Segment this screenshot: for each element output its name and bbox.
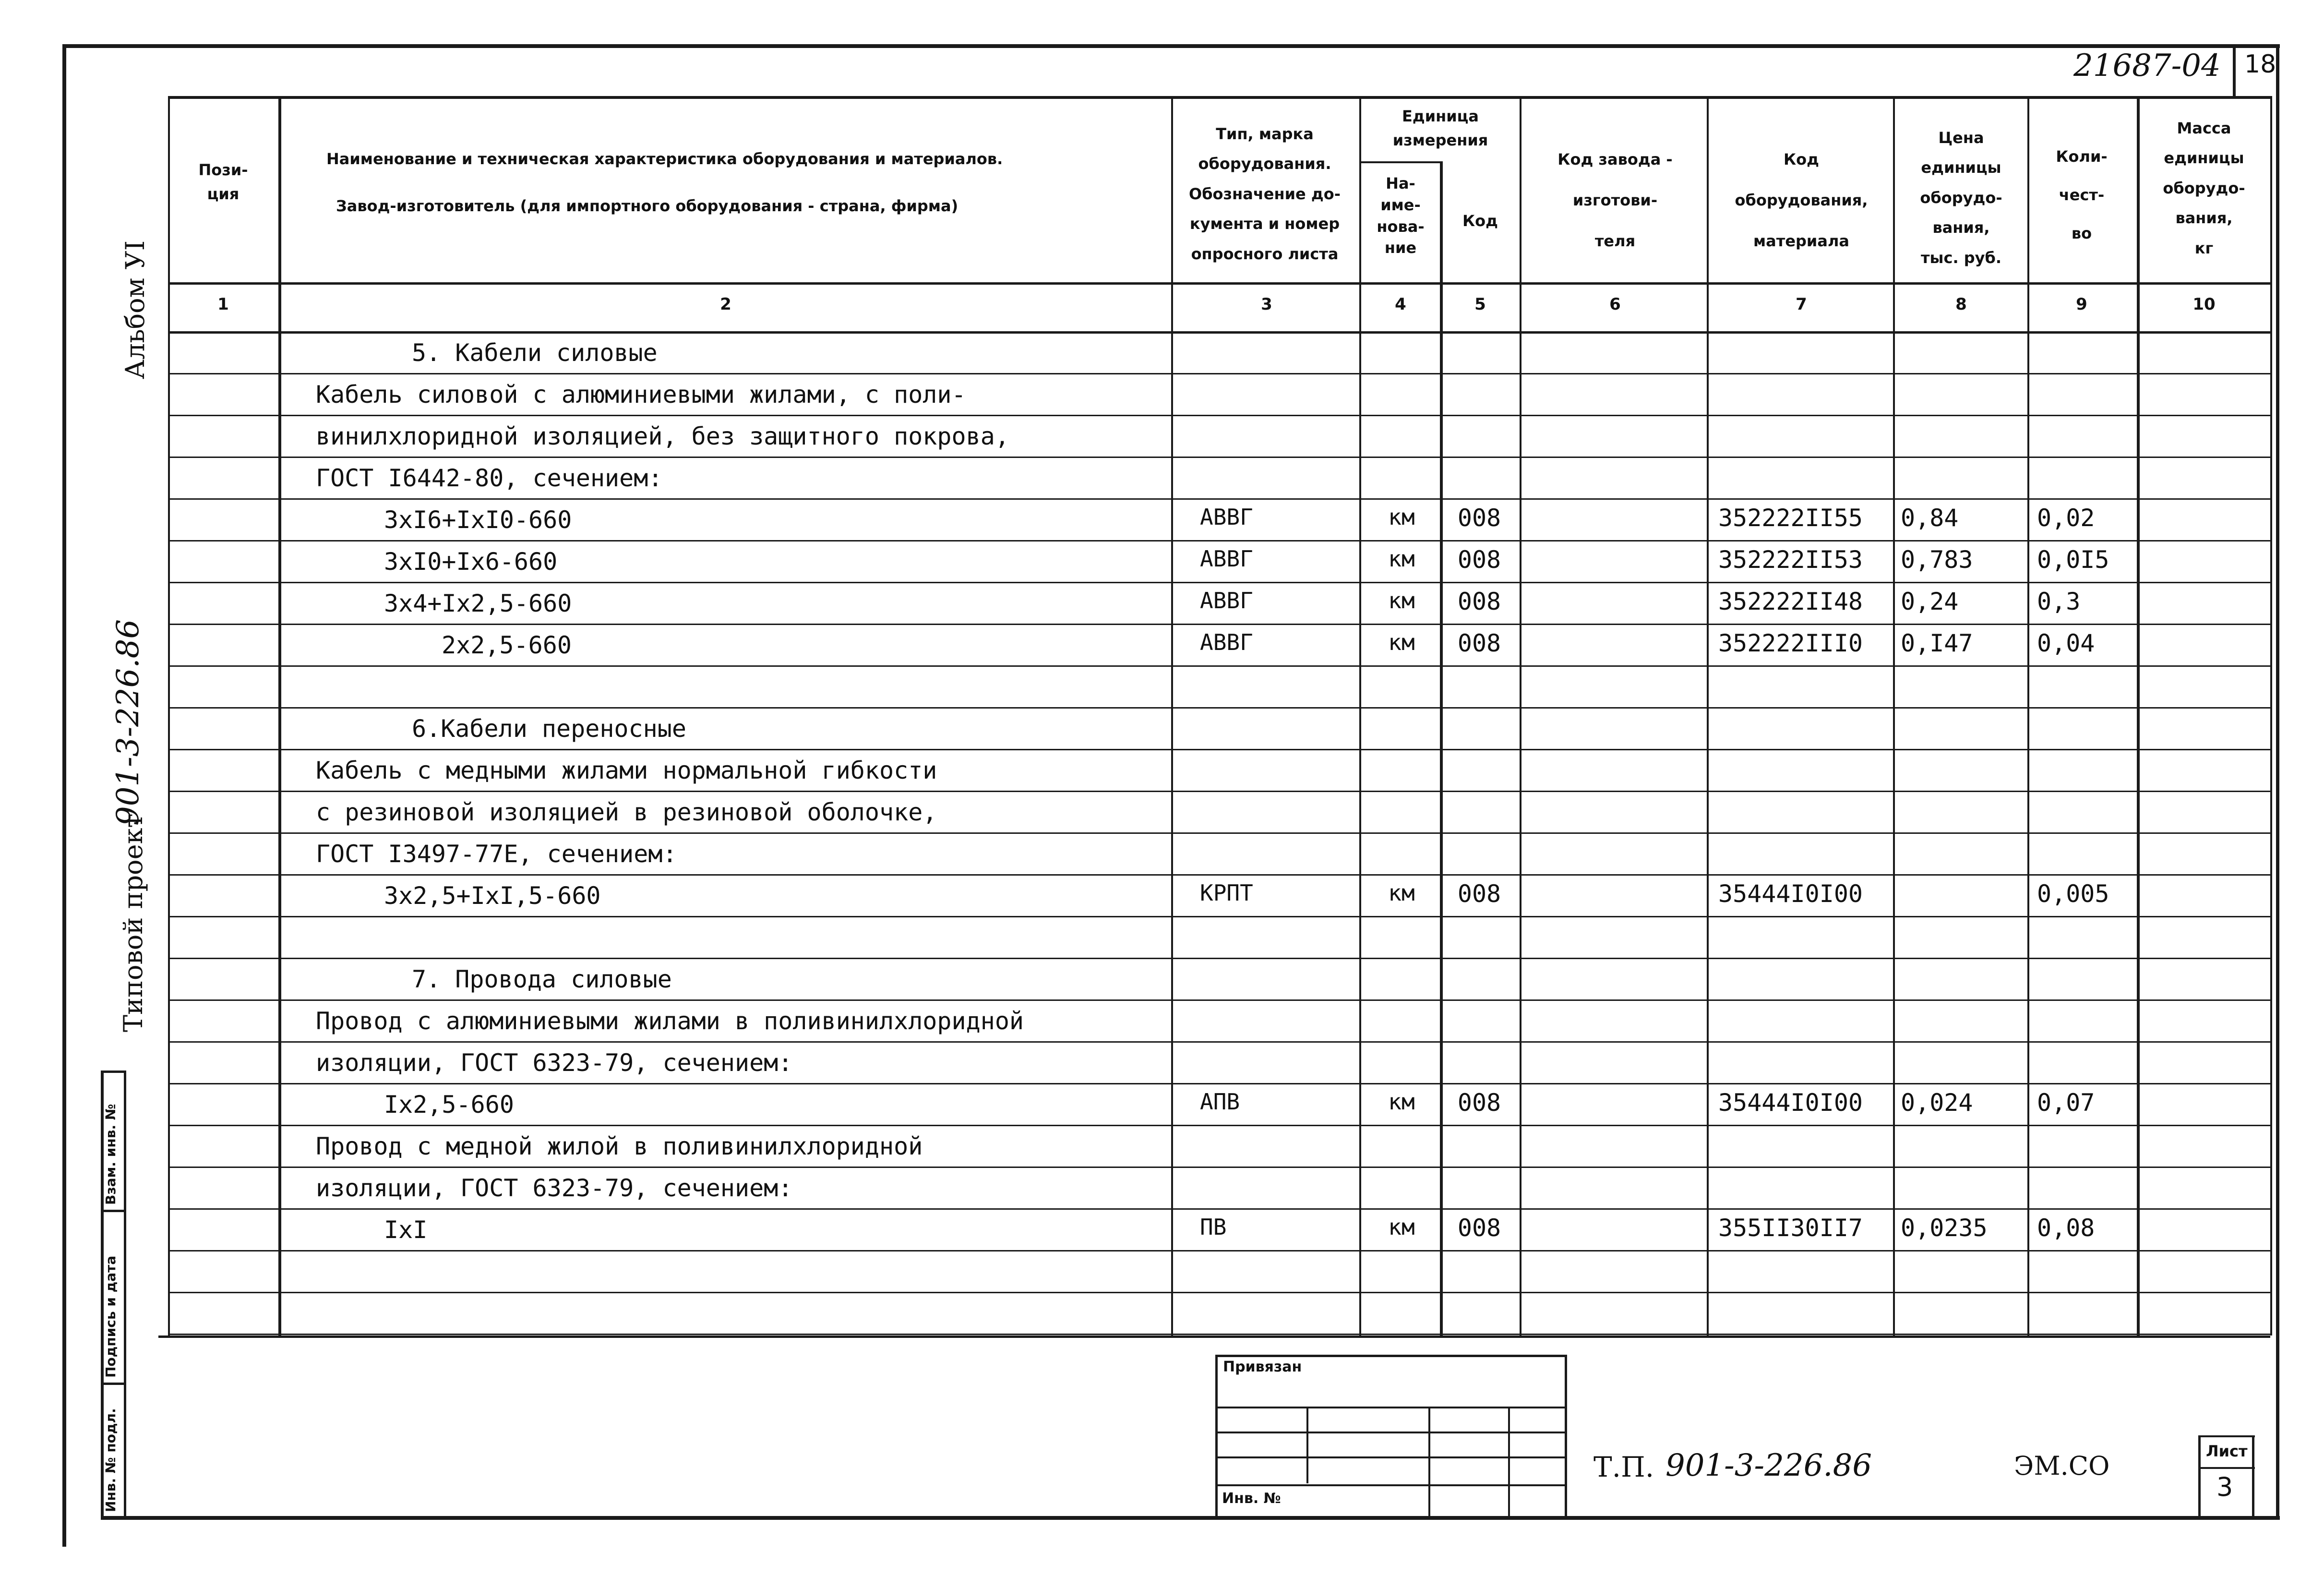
- column-line: [2137, 96, 2140, 1335]
- unit-cell: км: [1388, 1089, 1415, 1115]
- row-line: [168, 916, 2270, 917]
- quantity-cell: 0,02: [2037, 504, 2095, 532]
- column-line: [1707, 96, 1709, 1335]
- type-cell: АВВГ: [1200, 546, 1253, 572]
- unit-code-cell: 008: [1457, 588, 1501, 615]
- inventory-number: 21687-04: [2073, 48, 2221, 84]
- stamp-divider: [101, 1383, 126, 1385]
- row-line: [168, 1334, 2270, 1335]
- column-line: [1520, 96, 1521, 1335]
- header-quantity: [2029, 137, 2134, 253]
- header-text: нова-: [1377, 217, 1425, 236]
- row-line: [168, 749, 2270, 750]
- column-number: 9: [2076, 295, 2087, 314]
- column-number: 1: [217, 295, 229, 314]
- project-number: 901-3-226.86: [1665, 1448, 1872, 1483]
- price-cell: 0,84: [1901, 504, 1959, 532]
- project-prefix: Т.П.: [1593, 1451, 1654, 1483]
- header-type: [1171, 119, 1358, 269]
- table-top-line: [168, 96, 2270, 99]
- header-text: во: [2071, 224, 2092, 242]
- name-cell: Кабель силовой с алюминиевыми жилами, с поли-: [316, 381, 966, 409]
- type-cell: АВВГ: [1200, 504, 1253, 530]
- name-cell: IхI: [384, 1216, 428, 1244]
- name-cell: Провод с алюминиевыми жилами в поливинилхлоридной: [316, 1007, 1024, 1035]
- stamp-divider: [101, 1210, 126, 1212]
- name-cell: 3х2,5+IхI,5-660: [384, 882, 601, 910]
- name-cell: винилхлоридной изоляцией, без защитного покрова,: [316, 422, 1009, 450]
- price-cell: 0,783: [1901, 546, 1973, 574]
- type-cell: ПВ: [1200, 1214, 1227, 1240]
- title-block-line: [1215, 1407, 1567, 1408]
- header-text: единицы: [2164, 149, 2244, 168]
- name-cell: ГОСТ I3497-77Е, сечением:: [316, 840, 677, 868]
- name-cell: 3хI0+Iх6-660: [384, 548, 558, 576]
- header-text: чест-: [2059, 186, 2105, 204]
- unit-cell: км: [1388, 504, 1415, 530]
- equipment-code-cell: 355II30II7: [1718, 1214, 1863, 1242]
- sheet-label: Лист: [2206, 1442, 2248, 1460]
- corner-box-line: [2233, 44, 2236, 97]
- row-line: [168, 1167, 2270, 1168]
- row-line: [168, 999, 2270, 1001]
- title-block-line: [1306, 1407, 1308, 1483]
- header-text: На-: [1386, 174, 1415, 192]
- header-text: оборудо-: [2163, 179, 2245, 197]
- name-cell: Кабель с медными жилами нормальной гибкости: [316, 757, 937, 784]
- header-position: [168, 158, 278, 206]
- header-equipment-code: [1709, 139, 1894, 261]
- equipment-code-cell: 352222II48: [1718, 588, 1863, 615]
- sheet-box-line: [2198, 1467, 2255, 1469]
- header-text: кг: [2194, 239, 2214, 257]
- row-line: [168, 1208, 2270, 1210]
- row-line: [168, 624, 2270, 625]
- frame-left-line: [62, 44, 66, 1547]
- row-line: [168, 832, 2270, 834]
- unit-cell: км: [1388, 588, 1415, 614]
- document-code: ЭМ.СО: [2014, 1451, 2110, 1481]
- row-line: [168, 1083, 2270, 1084]
- header-name-line2: Завод-изготовитель (для импортного оборудования - страна, фирма): [336, 197, 958, 215]
- column-number: 2: [720, 295, 731, 314]
- column-number: 8: [1955, 295, 1967, 314]
- header-text: ция: [207, 184, 240, 203]
- title-block-line: [1215, 1432, 1567, 1433]
- title-block-line: [1428, 1407, 1430, 1517]
- name-cell: Iх2,5-660: [384, 1091, 514, 1119]
- header-text: Тип, марка: [1216, 125, 1314, 143]
- equipment-code-cell: 352222III0: [1718, 629, 1863, 657]
- bound-label: Привязан: [1223, 1359, 1302, 1375]
- header-unit-code: Код: [1462, 212, 1498, 230]
- stamp-cell-label: Взам. инв. №: [103, 1104, 119, 1205]
- header-text: оборудования.: [1198, 155, 1331, 173]
- header-unit-group: [1361, 105, 1520, 152]
- header-text: тыс. руб.: [1920, 248, 2001, 267]
- equipment-code-cell: 35444I0I00: [1718, 1089, 1863, 1117]
- header-mass: [2139, 113, 2269, 263]
- name-cell: 3х4+Iх2,5-660: [384, 589, 572, 617]
- column-line: [1440, 161, 1443, 1335]
- row-line: [168, 498, 2270, 500]
- header-text: Код: [1784, 150, 1819, 168]
- unit-code-cell: 008: [1457, 1089, 1501, 1117]
- unit-cell: км: [1388, 880, 1415, 906]
- stamp-mid-line: [124, 1071, 126, 1520]
- quantity-cell: 0,0I5: [2037, 546, 2109, 574]
- price-cell: 0,0235: [1901, 1214, 1988, 1242]
- type-cell: АВВГ: [1200, 588, 1253, 614]
- row-line: [168, 1041, 2270, 1043]
- name-cell: 5. Кабели силовые: [412, 339, 658, 367]
- unit-cell: км: [1388, 1214, 1415, 1240]
- header-text: опросного листа: [1191, 244, 1339, 263]
- sheet-box-line: [2252, 1435, 2254, 1517]
- header-factory-code: [1521, 139, 1709, 261]
- project-label: Типовой проект: [118, 813, 148, 1032]
- quantity-cell: 0,04: [2037, 629, 2095, 657]
- name-cell: 2х2,5-660: [442, 631, 572, 659]
- header-text: оборудования,: [1735, 191, 1868, 209]
- header-text: измерения: [1392, 131, 1488, 149]
- column-line: [1893, 96, 1895, 1335]
- header-text: оборудо-: [1920, 188, 2002, 207]
- header-unit-name: [1361, 173, 1440, 259]
- column-line: [278, 96, 281, 1335]
- row-line: [168, 874, 2270, 876]
- inventory-label: Инв. №: [1222, 1490, 1281, 1507]
- row-line: [168, 582, 2270, 583]
- header-text: Единица: [1402, 107, 1479, 125]
- header-text: единицы: [1921, 158, 2001, 177]
- page-number: 18: [2244, 50, 2276, 79]
- sheet-number: 3: [2216, 1472, 2233, 1502]
- header-bottom-line: [168, 282, 2270, 285]
- row-line: [168, 373, 2270, 374]
- header-name-line1: Наименование и техническая характеристика оборудования и материалов.: [326, 150, 1003, 168]
- equipment-code-cell: 352222II53: [1718, 546, 1863, 574]
- name-cell: 7. Провода силовые: [412, 965, 672, 993]
- row-line: [168, 707, 2270, 709]
- project-number-handwritten: 901-3-226.86: [110, 619, 146, 826]
- quantity-cell: 0,005: [2037, 880, 2109, 908]
- quantity-cell: 0,07: [2037, 1089, 2095, 1117]
- sheet-box-line: [2198, 1435, 2201, 1517]
- frame-bottom-line: [101, 1516, 2280, 1520]
- header-price: [1895, 123, 2027, 273]
- header-text: вания,: [2175, 209, 2233, 228]
- row-line: [168, 540, 2270, 541]
- column-line: [1171, 96, 1173, 1335]
- header-text: теля: [1594, 231, 1636, 250]
- column-line: [1359, 96, 1361, 1335]
- equipment-code-cell: 352222II55: [1718, 504, 1863, 532]
- unit-code-cell: 008: [1457, 629, 1501, 657]
- header-text: Пози-: [198, 161, 248, 179]
- column-line: [168, 96, 170, 1335]
- column-number: 5: [1474, 295, 1486, 314]
- type-cell: АВВГ: [1200, 629, 1253, 655]
- equipment-code-cell: 35444I0I00: [1718, 880, 1863, 908]
- header-text: вания,: [1932, 218, 1990, 237]
- row-line: [168, 665, 2270, 667]
- row-line: [168, 1250, 2270, 1251]
- name-cell: 6.Кабели переносные: [412, 715, 686, 743]
- column-number: 7: [1796, 295, 1807, 314]
- header-text: ние: [1384, 239, 1417, 257]
- title-block-line: [1215, 1484, 1567, 1486]
- type-cell: КРПТ: [1200, 880, 1253, 906]
- quantity-cell: 0,3: [2037, 588, 2081, 615]
- frame-top-line: [62, 44, 2280, 48]
- sheet-box-line: [2198, 1435, 2255, 1437]
- header-text: Обозначение до-: [1189, 184, 1341, 203]
- row-line: [168, 415, 2270, 416]
- column-line: [2270, 96, 2272, 1335]
- row-line: [168, 958, 2270, 959]
- stamp-cell-label: Инв. № подл.: [103, 1408, 119, 1512]
- name-cell: 3хI6+IхI0-660: [384, 506, 572, 534]
- stamp-top-line: [101, 1071, 126, 1073]
- row-line: [168, 1125, 2270, 1126]
- row-line: [168, 1292, 2270, 1293]
- title-block-line: [1215, 1456, 1567, 1458]
- column-number-bottom-line: [168, 331, 2270, 334]
- column-number: 3: [1261, 295, 1272, 314]
- name-cell: изоляции, ГОСТ 6323-79, сечением:: [316, 1049, 793, 1077]
- price-cell: 0,24: [1901, 588, 1959, 615]
- unit-group-divider: [1359, 161, 1440, 163]
- unit-cell: км: [1388, 546, 1415, 572]
- name-cell: с резиновой изоляцией в резиновой оболочке,: [316, 798, 937, 826]
- column-number: 10: [2192, 295, 2216, 314]
- name-cell: изоляции, ГОСТ 6323-79, сечением:: [316, 1174, 793, 1202]
- title-block-line: [1508, 1407, 1510, 1517]
- unit-cell: км: [1388, 629, 1415, 655]
- header-text: изготови-: [1572, 191, 1658, 209]
- column-line: [2027, 96, 2029, 1335]
- type-cell: АПВ: [1200, 1089, 1240, 1115]
- header-text: материала: [1753, 231, 1849, 250]
- unit-code-cell: 008: [1457, 546, 1501, 574]
- header-text: Коли-: [2056, 147, 2108, 166]
- album-label: Альбом УI: [120, 240, 150, 379]
- frame-right-line: [2276, 44, 2279, 1520]
- price-cell: 0,I47: [1901, 629, 1973, 657]
- row-line: [168, 791, 2270, 792]
- unit-code-cell: 008: [1457, 1214, 1501, 1242]
- name-cell: ГОСТ I6442-80, сечением:: [316, 464, 663, 492]
- header-text: кумента и номер: [1189, 215, 1340, 233]
- price-cell: 0,024: [1901, 1089, 1973, 1117]
- header-text: Цена: [1938, 129, 1984, 147]
- name-cell: Провод с медной жилой в поливинилхлоридной: [316, 1132, 923, 1160]
- table-bottom-line: [158, 1335, 2270, 1338]
- header-text: Масса: [2177, 119, 2231, 137]
- quantity-cell: 0,08: [2037, 1214, 2095, 1242]
- column-number: 6: [1609, 295, 1621, 314]
- stamp-cell-label: Подпись и дата: [103, 1255, 119, 1378]
- column-number: 4: [1395, 295, 1406, 314]
- row-line: [168, 457, 2270, 458]
- unit-code-cell: 008: [1457, 504, 1501, 532]
- unit-code-cell: 008: [1457, 880, 1501, 908]
- header-text: име-: [1380, 195, 1421, 214]
- title-block-line: [1215, 1355, 1567, 1357]
- header-text: Код завода -: [1557, 150, 1673, 168]
- title-block-line: [1565, 1355, 1567, 1518]
- title-block-line: [1215, 1355, 1218, 1518]
